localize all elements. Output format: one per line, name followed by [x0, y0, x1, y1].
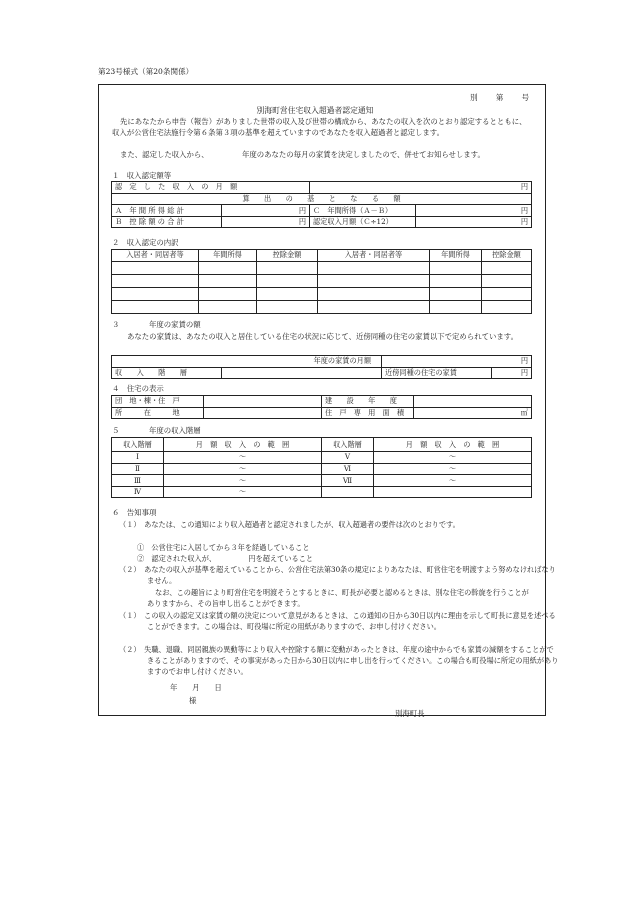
- income-class-value: [222, 367, 382, 379]
- range-cell: [374, 486, 532, 498]
- table-header-row: [112, 250, 532, 262]
- section-3-heading: ３ 年度の家賃の額: [112, 320, 201, 329]
- income-class-cell: Ⅳ: [112, 486, 164, 498]
- column-header: 月 額 収 入 の 範 囲: [374, 438, 532, 452]
- label-monthly-income: 認定収入月額（Ｃ÷12）: [310, 216, 416, 228]
- label-deduction-total: Ｂ 控 除 額 の 合 計: [112, 216, 222, 228]
- table-row: [112, 486, 532, 498]
- table-row: [112, 396, 532, 408]
- income-class-cell: [322, 486, 374, 498]
- annual-income-net-value: 円: [416, 205, 532, 217]
- range-cell: ～: [374, 463, 532, 475]
- label-annual-income-total: Ａ 年 間 所 得 総 計: [112, 205, 222, 217]
- complex-value: [204, 396, 322, 408]
- table-row: [112, 205, 532, 217]
- rent-explanation: あなたの家賃は、あなたの収入と居住している住宅の状況に応じて、近傍同種の住宅の家賃以下で定められています。: [127, 332, 518, 341]
- income-class-cell: Ⅶ: [322, 475, 374, 487]
- column-header: 年間所得: [430, 250, 482, 262]
- floor-area-value: ㎡: [414, 407, 532, 419]
- label-calculation-basis: 算 出 の 基 と な る 額: [112, 193, 532, 205]
- certified-income-value: 円: [310, 182, 532, 194]
- reference-number: 別 第 号: [470, 93, 531, 102]
- range-cell: ～: [164, 463, 322, 475]
- income-class-cell: Ⅵ: [322, 463, 374, 475]
- notice-subitem: ② 認定された収入が、 円を超えていること: [137, 554, 314, 563]
- income-class-cell: Ⅱ: [112, 463, 164, 475]
- housing-table: [111, 395, 532, 419]
- table-row: [112, 300, 532, 313]
- section-5-heading: ５ 年度の収入階層: [112, 426, 201, 435]
- monthly-rent-value: 円: [382, 356, 532, 368]
- table-row: [112, 356, 532, 368]
- table-row: [112, 182, 532, 194]
- table-row: [112, 452, 532, 464]
- label-built-year: 建 設 年 度: [322, 396, 414, 408]
- addressee: 様: [189, 696, 197, 705]
- column-header: 控除金額: [482, 250, 532, 262]
- table-row: [112, 287, 532, 300]
- section-6-heading: ６ 告知事項: [112, 508, 157, 517]
- notice-subitem: ① 公営住宅に入居してから３年を経過していること: [137, 543, 310, 552]
- section-4-heading: ４ 住宅の表示: [112, 384, 164, 393]
- issuer: 別海町長: [395, 709, 425, 718]
- column-header: 年間所得: [199, 250, 257, 262]
- table-row: [112, 193, 532, 205]
- monthly-income-value: 円: [416, 216, 532, 228]
- range-cell: ～: [164, 486, 322, 498]
- document-title: 別海町営住宅収入超過者認定通知: [256, 106, 374, 115]
- income-class-cell: Ⅲ: [112, 475, 164, 487]
- table-row: [112, 463, 532, 475]
- table-row: [112, 367, 532, 379]
- label-nearby-rent: 近傍同種の住宅の家賃: [382, 367, 492, 379]
- column-header: 入居者・同居者等: [318, 250, 430, 262]
- section-1-heading: １ 収入認定額等: [112, 171, 172, 180]
- section-2-heading: ２ 収入認定の内訳: [112, 238, 179, 247]
- issue-date: 年 月 日: [170, 683, 222, 692]
- deduction-total-value: 円: [222, 216, 310, 228]
- label-income-class: 収 入 階 層: [112, 367, 222, 379]
- rent-table: [111, 355, 532, 379]
- label-floor-area: 住 戸 専 用 面 積: [322, 407, 414, 419]
- label-location: 所 在 地: [112, 407, 204, 419]
- column-header: 控除金額: [257, 250, 318, 262]
- annual-income-total-value: 円: [222, 205, 310, 217]
- notice-item-note: なお、この趣旨により町営住宅を明渡そうとするときに、町長が必要と認めるときは、別な住宅の斡旋を行うことがありますから、その旨申し出ることができます。: [147, 588, 529, 608]
- notice-item: （２） あなたの収入が基準を超えていることから、公営住宅法第30条の規定によりあなたは、町営住宅を明渡すよう努めなければなりません。: [119, 565, 556, 585]
- income-class-table: [111, 437, 532, 498]
- table-row: [112, 216, 532, 228]
- label-monthly-rent: 年度の家賃の月額: [112, 356, 382, 368]
- column-header: 収入階層: [112, 438, 164, 452]
- range-cell: ～: [374, 452, 532, 464]
- table-row: [112, 475, 532, 487]
- table-row: [112, 407, 532, 419]
- notice-item: （１） あなたは、この通知により収入超過者と認定されましたが、収入超過者の要件は次のとおりです。: [119, 520, 460, 529]
- label-complex: 団 地・棟・住 戸: [112, 396, 204, 408]
- table-row: [112, 261, 532, 274]
- range-cell: ～: [164, 475, 322, 487]
- built-year-value: [414, 396, 532, 408]
- column-header: 収入階層: [322, 438, 374, 452]
- intro-paragraph-2: また、認定した収入から、 年度のあなたの毎月の家賃を決定しましたので、併せてお知らせします。: [120, 150, 485, 159]
- intro-paragraph: 先にあなたから申告（報告）がありました世帯の収入及び世帯の構成から、あなたの収入を次のとおり認定するとともに、収入が公営住宅法施行令第６条第３項の基準を超えていますのであなたを収入超過者と認定します。: [112, 117, 527, 137]
- range-cell: ～: [164, 452, 322, 464]
- notice-item: （１） この収入の認定又は家賃の額の決定について意見があるときは、この通知の日から30日以内に理由を示して町長に意見を述べることができます。この場合は、町役場に所定の用紙がありますので、お申し付けください。: [119, 611, 556, 631]
- range-cell: ～: [374, 475, 532, 487]
- label-annual-income-net: Ｃ 年間所得（Ａ－Ｂ）: [310, 205, 416, 217]
- income-breakdown-table: [111, 249, 532, 314]
- income-class-cell: Ⅴ: [322, 452, 374, 464]
- notice-item: （２） 失職、退職、同居親族の異動等により収入や控除する額に変動があったときは、年度の途中からでも家賃の減額をすることができることがありますので、その事実があった日から30日以内に申し出を行ってください。この場合も町役場に所定の用紙がありますのでお申し付けください。: [119, 645, 559, 676]
- column-header: 月 額 収 入 の 範 囲: [164, 438, 322, 452]
- column-header: 入居者・同居者等: [112, 250, 199, 262]
- location-value: [204, 407, 322, 419]
- income-certification-table: [111, 181, 532, 228]
- table-row: [112, 274, 532, 287]
- form-label: 第23号様式（第20条関係）: [98, 67, 194, 76]
- table-header-row: [112, 438, 532, 452]
- label-certified-income: 認 定 し た 収 入 の 月 額: [112, 182, 310, 194]
- income-class-cell: Ⅰ: [112, 452, 164, 464]
- nearby-rent-value: 円: [492, 367, 532, 379]
